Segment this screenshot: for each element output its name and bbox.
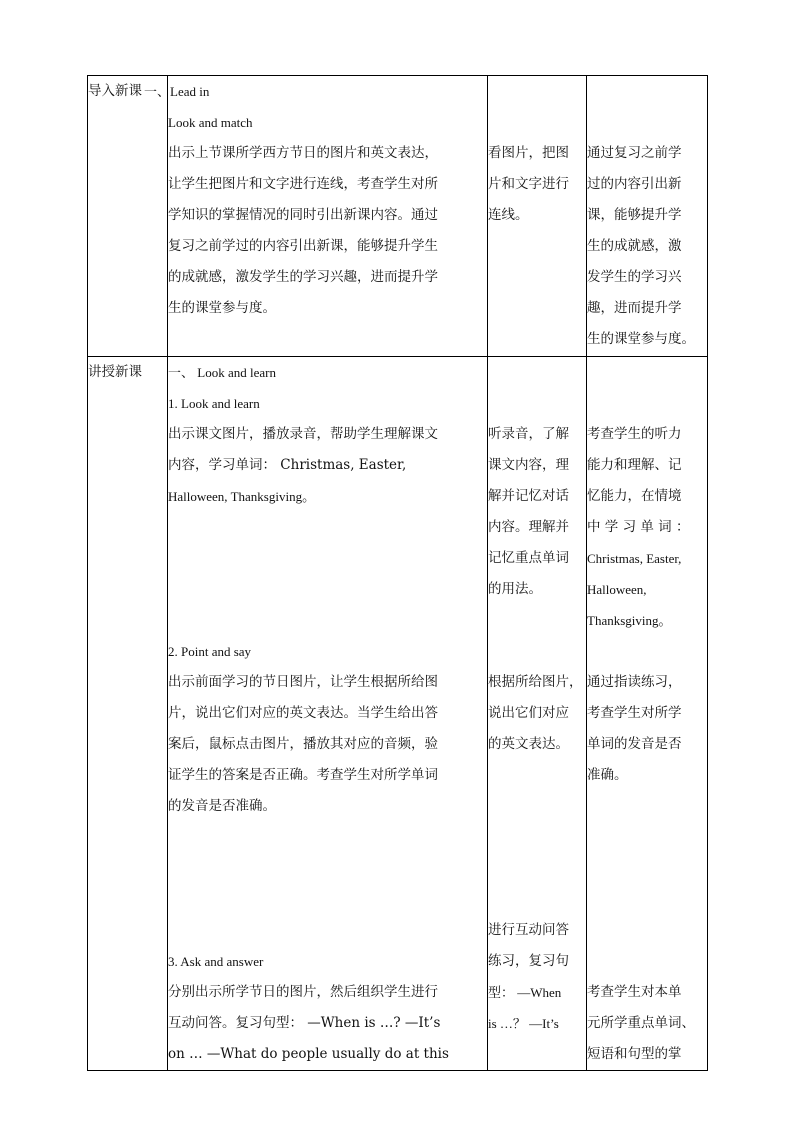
intent-line: 考查学生对本单 xyxy=(587,984,682,1000)
intent-line: 单词的发音是否 xyxy=(587,736,682,752)
activity-title: 3. Ask and answer xyxy=(168,954,264,969)
stage-label: 讲授新课 xyxy=(88,364,142,380)
student-activity-cell xyxy=(488,76,587,357)
intent-line: 元所学重点单词、 xyxy=(587,1015,695,1031)
student-line: 片和文字进行 xyxy=(488,176,569,192)
stage-cell xyxy=(88,76,168,357)
process-line: 分别出示所学节日的图片，然后组织学生进行 xyxy=(168,984,438,1000)
section-heading: 一、 Look and learn xyxy=(168,365,276,380)
intent-line: 通过指读练习， xyxy=(587,674,682,690)
student-line: 根据所给图片， xyxy=(488,674,583,690)
intent-line: 准确。 xyxy=(587,767,628,783)
intent-line: 生的成就感，激 xyxy=(587,238,682,254)
activity-title: 1. Look and learn xyxy=(168,396,260,411)
process-line: Halloween, Thanksgiving。 xyxy=(168,489,316,504)
student-line: 课文内容，理 xyxy=(488,457,569,473)
intent-line: 通过复习之前学 xyxy=(587,145,682,161)
student-activity-cell xyxy=(488,357,587,1071)
student-line: 听录音，了解 xyxy=(488,426,569,442)
process-line: 学知识的掌握情况的同时引出新课内容。通过 xyxy=(168,207,438,223)
student-line: 记忆重点单词 xyxy=(488,550,569,566)
student-line: 连线。 xyxy=(488,207,529,223)
intent-line: Halloween, xyxy=(587,582,647,597)
process-line: 出示前面学习的节日图片，让学生根据所给图 xyxy=(168,674,438,690)
intent-line: Thanksgiving。 xyxy=(587,613,672,628)
stage-label: 导入新课 xyxy=(88,83,142,99)
process-line: 让学生把图片和文字进行连线，考查学生对所 xyxy=(168,176,438,192)
process-line: 生的课堂参与度。 xyxy=(168,300,276,316)
student-line: 的用法。 xyxy=(488,581,542,597)
intent-line: 考查学生对所学 xyxy=(587,705,682,721)
process-line: 案后，鼠标点击图片，播放其对应的音频，验 xyxy=(168,736,438,752)
student-line: 内容。理解并 xyxy=(488,519,569,535)
process-line: 片，说出它们对应的英文表达。当学生给出答 xyxy=(168,705,438,721)
design-intent-cell xyxy=(587,357,708,1071)
process-line: 互动问答。复习句型： —When is …? —It’s xyxy=(168,1015,441,1031)
process-cell xyxy=(168,357,488,1071)
process-line: 内容，学习单词： Christmas, Easter, xyxy=(168,457,407,473)
table-row-new-lesson xyxy=(88,357,708,1071)
intent-line: 考查学生的听力 xyxy=(587,426,682,442)
section-heading: 一、Lead in xyxy=(144,84,210,99)
process-cell xyxy=(144,76,488,357)
table-row-lead-in xyxy=(88,76,708,357)
intent-line: 课，能够提升学 xyxy=(587,207,682,223)
student-line: 练习，复习句 xyxy=(488,953,569,969)
student-line: 进行互动问答 xyxy=(488,922,569,938)
design-intent-cell xyxy=(587,76,708,357)
intent-line: 发学生的学习兴 xyxy=(587,269,682,285)
process-line: 证学生的答案是否正确。考查学生对所学单词 xyxy=(168,767,438,783)
student-line: 解并记忆对话 xyxy=(488,488,569,504)
process-line: 的成就感，激发学生的学习兴趣，进而提升学 xyxy=(168,269,438,285)
intent-line: 中 学 习 单 词 ： xyxy=(587,519,690,535)
activity-title: Look and match xyxy=(168,115,253,130)
intent-line: 短语和句型的掌 xyxy=(587,1046,682,1062)
intent-line: 趣，进而提升学 xyxy=(587,300,682,316)
student-line: 看图片，把图 xyxy=(488,145,569,161)
process-line: 的发音是否准确。 xyxy=(168,798,276,814)
process-line: 复习之前学过的内容引出新课，能够提升学生 xyxy=(168,238,438,254)
process-line: on … —What do people usually do at this xyxy=(168,1046,449,1062)
activity-title: 2. Point and say xyxy=(168,644,252,659)
student-line: 说出它们对应 xyxy=(488,705,569,721)
intent-line: 生的课堂参与度。 xyxy=(587,331,695,347)
student-line: is …？ —It’s xyxy=(488,1016,559,1031)
intent-line: 能力和理解、记 xyxy=(587,457,682,473)
intent-line: Christmas, Easter, xyxy=(587,551,682,566)
intent-line: 忆能力，在情境 xyxy=(587,488,682,504)
process-line: 出示上节课所学西方节日的图片和英文表达， xyxy=(168,145,438,161)
stage-cell xyxy=(88,357,168,1071)
student-line: 型： —When xyxy=(488,985,562,1000)
student-line: 的英文表达。 xyxy=(488,736,569,752)
lesson-plan-table xyxy=(87,75,708,1071)
process-line: 出示课文图片，播放录音，帮助学生理解课文 xyxy=(168,426,438,442)
intent-line: 过的内容引出新 xyxy=(587,176,682,192)
